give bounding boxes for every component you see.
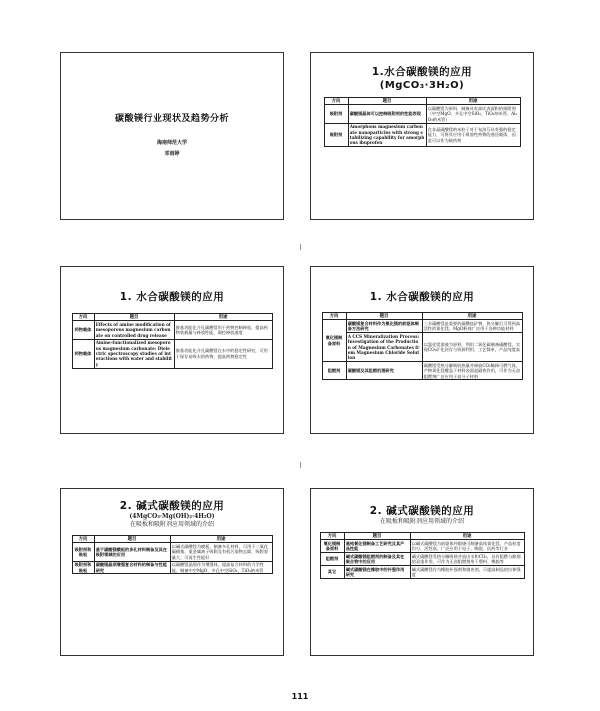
table-row [72, 339, 272, 368]
cell-topic: 高纯氧化镁制备工艺研究及其产品性能 [344, 540, 410, 553]
header-topic: 题目 [94, 314, 174, 321]
slide-4[interactable] [310, 266, 534, 434]
table-row [320, 553, 524, 566]
slide-6[interactable] [310, 488, 534, 656]
slide-1-university: 海南师范大学 [156, 140, 187, 146]
table-row [322, 320, 522, 333]
cell-direction: 药物载体 [72, 321, 94, 339]
slide-6-title: 2. 碱式碳酸镁的应用 [369, 505, 475, 517]
cell-direction: 阻燃剂 [322, 362, 346, 380]
table-row [320, 566, 524, 579]
cell-topic: A CCS Mineralization Process: Investigation of the Production of Magnesium Carbonates from Magnesium Chloride Solution [346, 333, 422, 362]
header-direction: 方向 [324, 98, 348, 105]
table-row [72, 543, 272, 561]
cell-direction: 阻燃剂 [320, 553, 344, 566]
cell-direction: 氧化镁制备原料 [322, 320, 346, 362]
header-topic: 题目 [94, 536, 170, 543]
cell-use: 胺基功能化介孔碳酸镁用于药物控制释放，提高药物装载量与释放性能，调控释放速度 [174, 321, 272, 339]
slide-5[interactable] [60, 488, 284, 656]
table-row [72, 321, 272, 339]
cell-topic: Amine-functionalized mesoporous magnesium carbonate: Dielectric spectroscopy studies of interactions with water and stability [95, 340, 172, 367]
slide-5-table [72, 535, 273, 574]
cell-use: 以碱式碳酸镁为前驱体经煅烧可制备高纯氧化镁，产品粒度均匀、活性高，广泛应用于电子、陶瓷、医药等行业 [410, 540, 524, 553]
cell-use: 碱式碳酸镁作为橡胶补强剂和填充剂，可提高制品的拉伸强度 [410, 566, 524, 579]
cell-direction: 吸附剂和吸板 [72, 543, 94, 561]
table-row [72, 561, 272, 574]
cell-use: 以碱式碳酸镁为模板，制备多孔材料，可用于二氧化碳捕集、重金属离子吸附及有机污染物去除，吸附容量大、可再生性能好 [170, 543, 272, 561]
table-row [322, 333, 522, 362]
cell-direction: 氧化镁制备原料 [320, 540, 344, 553]
cell-use: 以氯化镁溶液为原料，利用二氧化碳制备碳酸镁，实现CO₂矿化封存与资源利用，工艺简单，产品纯度高 [422, 333, 522, 362]
cell-topic: 碱式碳酸镁阻燃剂的制备及其在聚合物中的应用 [344, 553, 410, 566]
table-row [322, 362, 522, 380]
table-row [320, 540, 524, 553]
cell-topic: 碳酸镁复合材料作为氧化镁的前驱体制备方法研究 [346, 320, 422, 333]
cell-topic: 碳酸镁晶须增强复合材料的制备与性能研究 [94, 561, 170, 574]
slide-3-title: 1. 水合碳酸镁的应用 [119, 291, 225, 303]
slide-5-title: 2. 碱式碳酸镁的应用 [119, 500, 225, 512]
slide-5-subtitle: 在吸板和吸附剂应用领域的介绍 [129, 521, 214, 528]
header-use: 用途 [410, 533, 524, 540]
cell-use: 胺基功能化介孔碳酸镁在水中的稳定性研究，可用于保存易吸水的药物，提高药物稳定性 [174, 339, 272, 368]
slide-2[interactable] [310, 52, 534, 220]
cell-topic: 碳酸镁晶体可以控制吸附剂的性能表现 [348, 105, 426, 123]
cell-use: 在非晶碳酸镁纳米粒子对于布洛芬具有强的稳定能力，可将其应用于难溶性药物的递送载体，因此可以作为载药剂 [426, 123, 520, 147]
header-topic: 题目 [344, 533, 410, 540]
slide-2-formula: (MgCO₃·3H₂O) [379, 80, 465, 91]
slide-3[interactable] [60, 266, 284, 434]
cell-direction: 吸附剂和吸板 [72, 561, 94, 574]
cell-direction: 其它 [320, 566, 344, 579]
slide-5-formula: (4MgCO₃·Mg(OH)₂·4H₂O) [129, 513, 215, 520]
cell-topic: 基于碳酸镁模板的多孔材料制备及其在吸附领域的应用 [94, 543, 170, 561]
slide-3-table [72, 313, 273, 369]
header-use: 用途 [422, 313, 522, 320]
header-direction: 方向 [72, 536, 94, 543]
cell-topic: Effects of amine modification of mesoporous magnesium carbonate on controlled drug release [94, 321, 174, 339]
header-direction: 方向 [320, 533, 344, 540]
slide-2-table [324, 97, 521, 147]
header-use: 用途 [174, 314, 272, 321]
cell-use: 碱式碳酸镁受热分解吸热并放出水和CO₂，具有阻燃与抑烟的双重作用，可作为无卤阻燃剂用于塑料、橡胶等 [410, 553, 524, 566]
cell-topic: 碱式碳酸镁在橡胶中的补强作用研究 [344, 566, 410, 579]
header-topic: 题目 [346, 313, 422, 320]
table-row [324, 123, 520, 147]
header-direction: 方向 [72, 314, 94, 321]
separator-mark [300, 462, 301, 468]
slide-1[interactable] [60, 52, 284, 220]
slide-4-table [322, 312, 523, 380]
slide-4-title: 1. 水合碳酸镁的应用 [369, 291, 475, 303]
separator-mark [300, 244, 301, 250]
header-use: 用途 [426, 98, 520, 105]
slide-1-author: 邓雨婷 [164, 151, 180, 157]
header-topic: 题目 [348, 98, 426, 105]
cell-topic: Amorphous magnesium carbonate nanoparticles with strong stabilizing capability for amorphous ibuprofen [349, 124, 425, 146]
cell-direction: 吸附剂 [324, 123, 348, 147]
cell-topic: 碳酸镁及其阻燃机理研究 [346, 362, 422, 380]
cell-use: 碳酸镁受热分解吸收热量并释放CO₂稀释可燃气体，产物氧化镁覆盖于材料表面起隔热作用，可作为无卤阻燃剂广泛应用于高分子材料 [423, 362, 521, 379]
cell-use: 以碳酸镁为原料，制备具有高比表面积的吸附剂（中空MgO、多孔中空SiO₂、TiO₂纳米管、Al₂O₃纳米管） [426, 105, 520, 123]
header-direction: 方向 [322, 313, 346, 320]
page-number: 111 [291, 692, 309, 701]
slide-2-title: 1.水合碳酸镁的应用 [371, 66, 473, 78]
slide-6-subtitle: 在吸板和吸附剂应用领域的介绍 [379, 518, 464, 525]
cell-use: 三水碳酸镁是重要的碳酸盐矿物，热分解后可得到高活性的氧化镁，MgO粉体广泛用于各种功能材料 [423, 320, 521, 332]
cell-direction: 药物载体 [72, 339, 94, 368]
slide-6-table [320, 532, 525, 579]
cell-use: 以碳酸镁晶须作为增强体，提高复合材料的力学性能，制备中空MgO、多孔中空SiO₂、TiO₂纳米管 [170, 561, 272, 574]
cell-direction: 吸附剂 [324, 105, 348, 123]
table-row [324, 105, 520, 123]
slide-1-title: 碳酸镁行业现状及趋势分析 [114, 114, 229, 124]
header-use: 用途 [170, 536, 272, 543]
